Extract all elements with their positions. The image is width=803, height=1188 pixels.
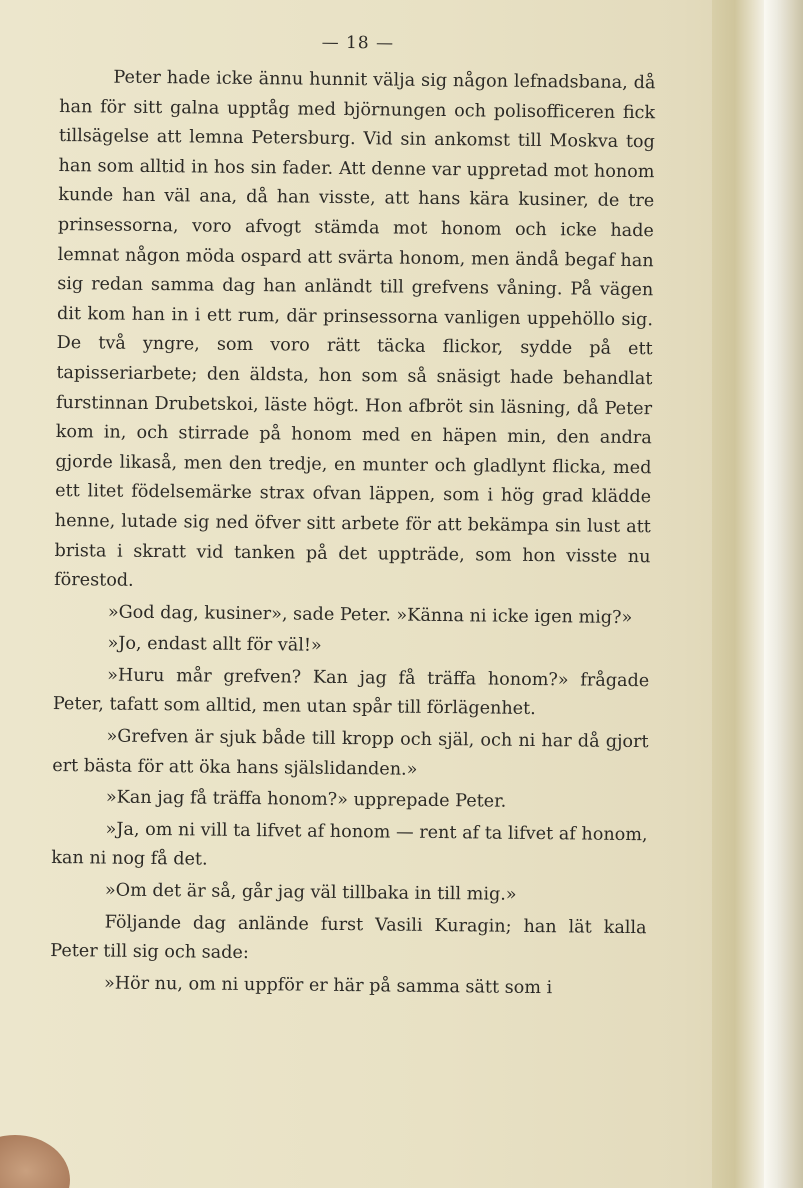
paragraph-5: »Grefven är sjuk både till kropp och själ, och ni har då gjort ert bästa för att öka hans själslidanden.» <box>52 726 649 780</box>
paragraph-9: Följande dag anlände furst Vasili Kuragin; han lät kalla Peter till sig och sade: <box>50 912 647 964</box>
paragraph-2: »God dag, kusiner», sade Peter. »Känna ni icke igen mig?» <box>107 602 633 628</box>
paragraph-1: Peter hade icke ännu hunnit välja sig någon lefnadsbana, då han för sitt galna upptåg med björnungen och polisofficeren fick tillsägelse att lemna Petersburg. Vid sin ankomst till Moskva tog han som alltid in hos sin fader. Att denne var uppretad mot honom kunde han väl ana, då han visste, att hans kära kusiner, de tre prinsessorna, voro afvogt stämda mot honom och icke hade lemnat någon möda ospard att svärta honom, men ändå begaf han sig redan samma dag han anländt till grefvens våning. På vägen dit kom han in i ett rum, där prinsessorna vanligen uppehöllo sig. De två yngre, som voro rätt täcka flickor, sydde på ett tapisseriarbete; den äldsta, hon som så snäsigt hade behandlat furstinnan Drubetskoi, läste högt. Hon afbröt sin läsning, då Peter kom in, och stirrade på honom med en häpen min, den andra gjorde likaså, men den tredje, en munter och gladlynt flicka, med ett litet födelsemärke strax ofvan läppen, som i hög grad klädde henne, lutade sig ned öfver sitt arbete för att bekämpa sin lust att brista i skratt vid tanken på det uppträde, som hon visste nu förestod. <box>54 67 656 591</box>
text-block <box>50 28 656 1005</box>
paragraph-6: »Kan jag få träffa honom?» upprepade Peter. <box>105 787 507 812</box>
thumb-holding-page <box>0 1135 70 1188</box>
paragraph-10: »Hör nu, om ni uppför er här på samma sätt som i <box>103 973 553 999</box>
book-binding <box>712 0 803 1188</box>
paragraph-4: »Huru mår grefven? Kan jag få träffa honom?» frågade Peter, tafatt som alltid, men utan spår till förlägenhet. <box>52 665 650 720</box>
paragraph-8: »Om det är så, går jag väl tillbaka in till mig.» <box>104 880 517 905</box>
paragraph-3: »Jo, endast allt för väl!» <box>107 633 322 657</box>
book-spine-edge <box>764 0 778 1188</box>
page-number: — 18 — <box>321 32 395 54</box>
paragraph-7: »Ja, om ni vill ta lifvet af honom — rent af ta lifvet af honom, kan ni nog få det. <box>51 819 648 871</box>
